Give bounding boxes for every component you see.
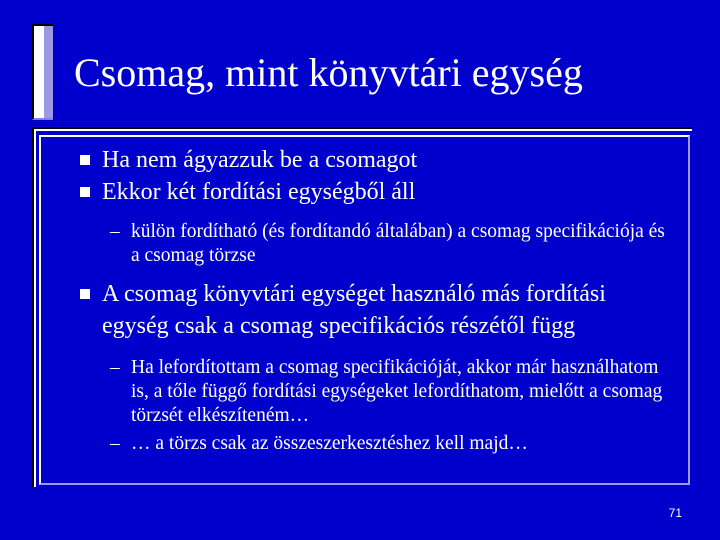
sub-bullet-item <box>78 356 678 428</box>
bullet-item <box>78 144 678 176</box>
sub-bullet-text: Ha lefordítottam a csomag specifikációját, akkor már használhatom is, a tőle függő fordítási egységeket lefordíthatom, mielőtt a csomag törzsét elkészíteném… <box>131 357 663 426</box>
page-number: 71 <box>668 506 682 520</box>
dash-bullet-icon: – <box>110 221 120 242</box>
square-bullet-icon <box>80 155 90 165</box>
sub-bullet-item <box>78 220 678 268</box>
dash-bullet-icon: – <box>110 357 120 378</box>
bullet-text: A csomag könyvtári egységet használó más fordítási egység csak a csomag specifikációs részétől függ <box>102 281 606 339</box>
bullet-text: Ekkor két fordítási egységből áll <box>102 179 416 205</box>
decorative-title-bar <box>32 24 53 120</box>
bullet-text: Ha nem ágyazzuk be a csomagot <box>102 147 418 173</box>
sub-bullet-item <box>78 432 678 456</box>
slide-content <box>78 144 678 456</box>
bullet-item <box>78 278 678 342</box>
dash-bullet-icon: – <box>110 433 120 454</box>
sub-bullet-text: … a törzs csak az összeszerkesztéshez kell majd… <box>131 433 528 454</box>
square-bullet-icon <box>80 187 90 197</box>
bullet-item <box>78 176 678 208</box>
square-bullet-icon <box>80 289 90 299</box>
sub-bullet-text: külön fordítható (és fordítandó általában) a csomag specifikációja és a csomag törzse <box>131 221 665 266</box>
slide-title: Csomag, mint könyvtári egység <box>74 50 583 95</box>
